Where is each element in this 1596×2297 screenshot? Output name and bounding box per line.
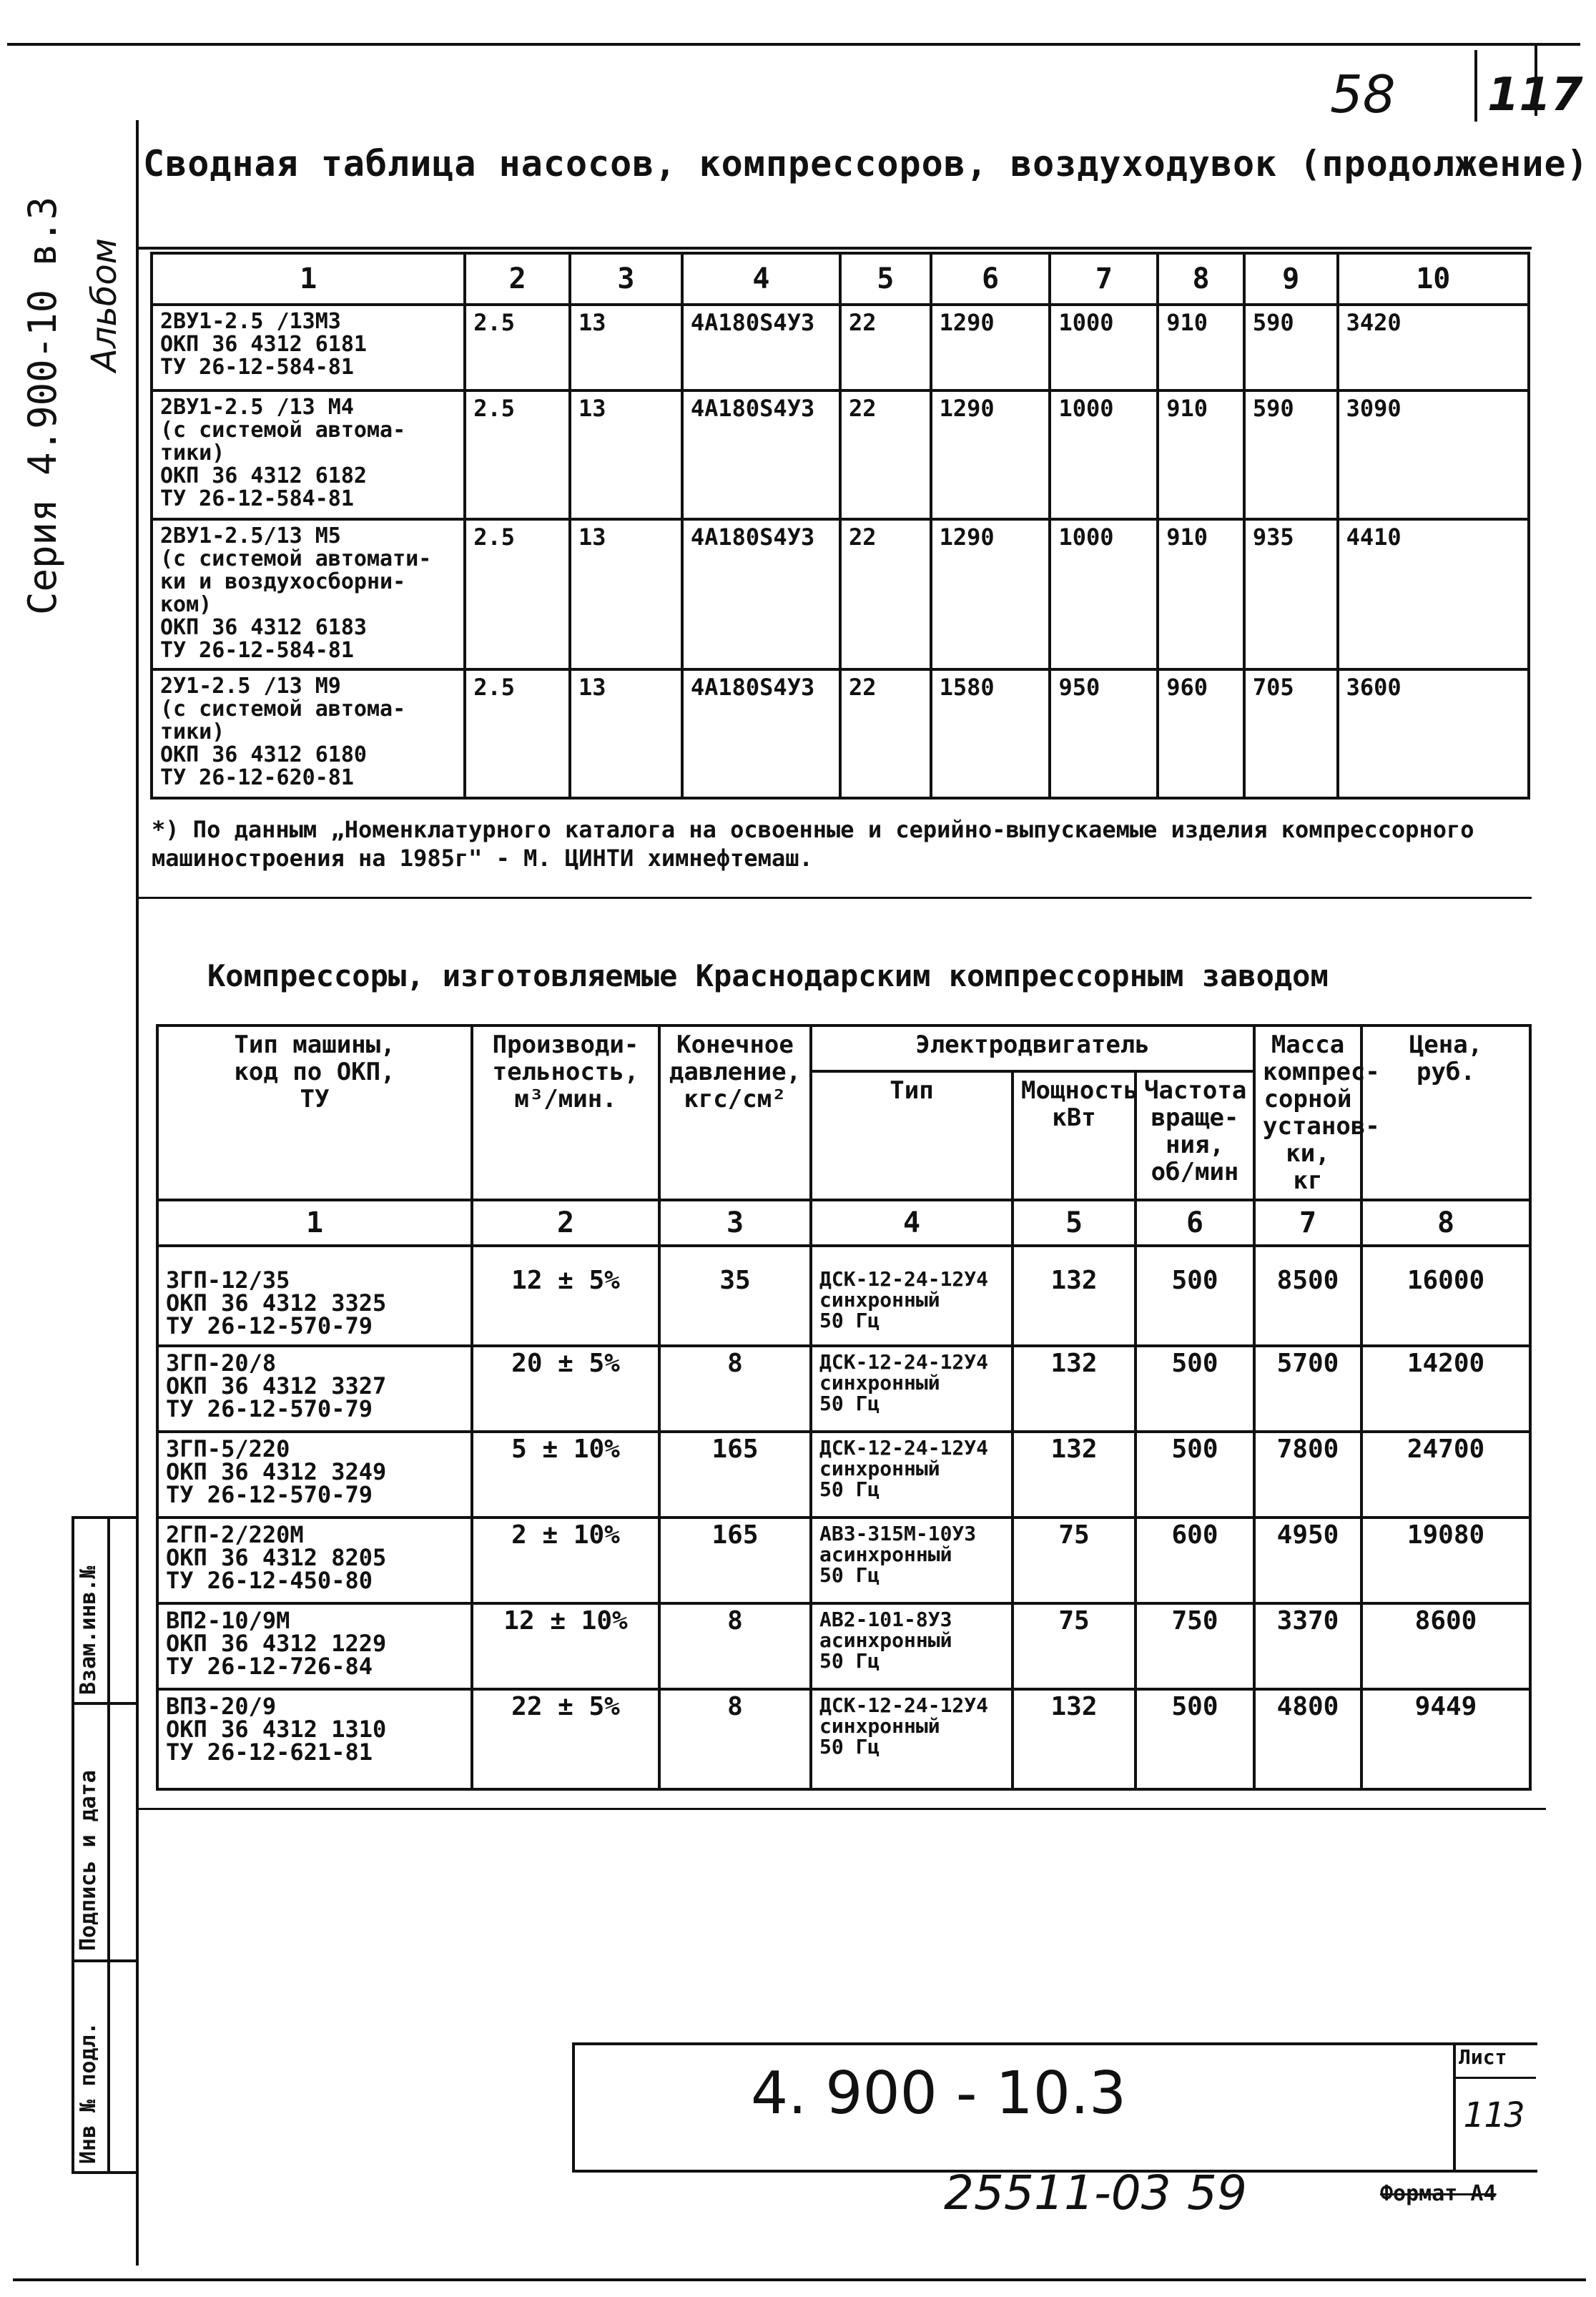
table1-col-9: 9 <box>1244 253 1338 305</box>
table1-cell: 910 <box>1158 305 1244 390</box>
compressor-name: 2ГП-2/220М ОКП 36 4312 8205 ТУ 26-12-450-80 <box>157 1518 472 1603</box>
table2-index: 5 <box>1013 1200 1136 1246</box>
order-page: 59 <box>1187 2165 1247 2220</box>
table1-cell: 705 <box>1244 669 1338 798</box>
stamp-vzam: Взам.инв.№ <box>76 1565 101 1695</box>
table-row <box>152 519 1529 669</box>
motor-power: 132 <box>1013 1246 1136 1346</box>
header-motor-power: Мощность кВт <box>1013 1071 1136 1200</box>
compressors-table <box>156 1024 1532 1791</box>
table1-header-row <box>152 253 1529 305</box>
motor-type: ДСК-12-24-12У4 синхронный 50 Гц <box>811 1346 1013 1432</box>
table1-col-6: 6 <box>931 253 1050 305</box>
compressor-name: 3ГП-12/35 ОКП 36 4312 3325 ТУ 26-12-570-79 <box>157 1246 472 1346</box>
price: 14200 <box>1361 1346 1530 1432</box>
mass: 3370 <box>1254 1603 1361 1689</box>
album-vertical-label: Альбом <box>84 238 124 372</box>
table1-cell: 3420 <box>1338 305 1529 390</box>
table1-cell: 22 <box>840 669 931 798</box>
motor-frequency: 500 <box>1136 1346 1254 1432</box>
table1-cell: 13 <box>570 669 682 798</box>
series-vertical-label: Серия 4.900-10 в.3 <box>20 196 65 615</box>
price: 9449 <box>1361 1689 1530 1789</box>
table1-cell: 2ВУ1-2.5 /13М3 ОКП 36 4312 6181 ТУ 26-12-584-81 <box>152 305 465 390</box>
table2-index: 1 <box>157 1200 472 1246</box>
header-price: Цена, руб. <box>1361 1025 1530 1200</box>
document-code: 4. 900 - 10.3 <box>751 2060 1127 2128</box>
table1-cell: 910 <box>1158 519 1244 669</box>
table1-cell: 1580 <box>931 669 1050 798</box>
table-row <box>157 1603 1530 1689</box>
table1-cell: 1000 <box>1050 390 1158 519</box>
table-row <box>157 1346 1530 1432</box>
order-number: 25511-03 <box>944 2165 1171 2220</box>
table1-col-2: 2 <box>465 253 570 305</box>
sheet-number: 113 <box>1463 2095 1525 2135</box>
table2-index: 4 <box>811 1200 1013 1246</box>
productivity: 22 ± 5% <box>472 1689 659 1789</box>
header-final-pressure: Конечное давление, кгс/см² <box>659 1025 811 1200</box>
table-row <box>157 1518 1530 1603</box>
header-electric-motor: Электродвигатель <box>811 1025 1254 1071</box>
motor-type: ДСК-12-24-12У4 синхронный 50 Гц <box>811 1689 1013 1789</box>
mass: 8500 <box>1254 1246 1361 1346</box>
table1-cell: 950 <box>1050 669 1158 798</box>
motor-type: ДСК-12-24-12У4 синхронный 50 Гц <box>811 1432 1013 1518</box>
table1-cell: 2.5 <box>465 669 570 798</box>
table1-cell: 22 <box>840 305 931 390</box>
table-row <box>157 1432 1530 1518</box>
stamp-podpis: Подпись и дата <box>76 1770 101 1951</box>
table1-cell: 1000 <box>1050 305 1158 390</box>
table1-cell: 1000 <box>1050 519 1158 669</box>
table1-col-5: 5 <box>840 253 931 305</box>
motor-power: 132 <box>1013 1689 1136 1789</box>
table1-cell: 2ВУ1-2.5 /13 М4 (с системой автома- тики) ОКП 36 4312 6182 ТУ 26-12-584-81 <box>152 390 465 519</box>
table2-index: 3 <box>659 1200 811 1246</box>
pressure: 8 <box>659 1346 811 1432</box>
table2-index: 8 <box>1361 1200 1530 1246</box>
productivity: 20 ± 5% <box>472 1346 659 1432</box>
table1-cell: 3090 <box>1338 390 1529 519</box>
table2-index: 7 <box>1254 1200 1361 1246</box>
table-row <box>152 669 1529 798</box>
table1-col-1: 1 <box>152 253 465 305</box>
table1-cell: 910 <box>1158 390 1244 519</box>
productivity: 5 ± 10% <box>472 1432 659 1518</box>
table1-cell: 935 <box>1244 519 1338 669</box>
price: 24700 <box>1361 1432 1530 1518</box>
table1-cell: 1290 <box>931 519 1050 669</box>
table2-index-row <box>157 1200 1530 1246</box>
table1-cell: 4А180S4У3 <box>682 390 840 519</box>
table1-cell: 590 <box>1244 390 1338 519</box>
table1-cell: 1290 <box>931 390 1050 519</box>
pressure: 8 <box>659 1603 811 1689</box>
table1-col-7: 7 <box>1050 253 1158 305</box>
table1-cell: 2ВУ1-2.5/13 М5 (с системой автомати- ки и воздухосборни- ком) ОКП 36 4312 6183 ТУ 26-12-584-81 <box>152 519 465 669</box>
compressor-name: ВП3-20/9 ОКП 36 4312 1310 ТУ 26-12-621-81 <box>157 1689 472 1789</box>
price: 19080 <box>1361 1518 1530 1603</box>
motor-power: 132 <box>1013 1432 1136 1518</box>
motor-type: ДСК-12-24-12У4 синхронный 50 Гц <box>811 1246 1013 1346</box>
stamp-inv-podl: Инв № подл. <box>76 2022 101 2164</box>
table1-cell: 2У1-2.5 /13 М9 (с системой автома- тики) ОКП 36 4312 6180 ТУ 26-12-620-81 <box>152 669 465 798</box>
table1-cell: 4А180S4У3 <box>682 669 840 798</box>
table-row <box>157 1689 1530 1789</box>
pressure: 165 <box>659 1518 811 1603</box>
motor-power: 132 <box>1013 1346 1136 1432</box>
table1-cell: 2.5 <box>465 305 570 390</box>
table1-cell: 4410 <box>1338 519 1529 669</box>
table1-cell: 1290 <box>931 305 1050 390</box>
table1-cell: 13 <box>570 305 682 390</box>
productivity: 12 ± 5% <box>472 1246 659 1346</box>
motor-power: 75 <box>1013 1603 1136 1689</box>
compressor-name: 3ГП-20/8 ОКП 36 4312 3327 ТУ 26-12-570-79 <box>157 1346 472 1432</box>
table1-cell: 2.5 <box>465 519 570 669</box>
table1-cell: 960 <box>1158 669 1244 798</box>
header-machine-type: Тип машины, код по ОКП, ТУ <box>157 1025 472 1200</box>
motor-frequency: 750 <box>1136 1603 1254 1689</box>
table1-col-10: 10 <box>1338 253 1529 305</box>
header-motor-frequency: Частота враще- ния, об/мин <box>1136 1071 1254 1200</box>
table1-cell: 2.5 <box>465 390 570 519</box>
header-mass: Масса компрес- сорной установ- ки, кг <box>1254 1025 1361 1200</box>
pressure: 35 <box>659 1246 811 1346</box>
table2-index: 2 <box>472 1200 659 1246</box>
table-row <box>152 390 1529 519</box>
motor-type: АВ2-101-8У3 асинхронный 50 Гц <box>811 1603 1013 1689</box>
motor-frequency: 500 <box>1136 1432 1254 1518</box>
table1-col-4: 4 <box>682 253 840 305</box>
mass: 4950 <box>1254 1518 1361 1603</box>
table2-header-row <box>157 1025 1530 1071</box>
table-row <box>157 1246 1530 1346</box>
price: 16000 <box>1361 1246 1530 1346</box>
pressure: 165 <box>659 1432 811 1518</box>
table1-cell: 22 <box>840 390 931 519</box>
sheet-label: Лист <box>1459 2045 1507 2069</box>
page-number-corner: 117 <box>1487 69 1583 122</box>
motor-frequency: 500 <box>1136 1689 1254 1789</box>
table1-col-8: 8 <box>1158 253 1244 305</box>
table1-cell: 3600 <box>1338 669 1529 798</box>
table1-footnote: *) По данным „Номенклатурного каталога на освоенные и серийно-выпускаемые изделия компрессорного машиностроения на 1985г" - М. ЦИНТИ химнефтемаш. <box>152 816 1474 872</box>
table1-cell: 4А180S4У3 <box>682 519 840 669</box>
mass: 5700 <box>1254 1346 1361 1432</box>
motor-frequency: 500 <box>1136 1246 1254 1346</box>
table1-cell: 13 <box>570 519 682 669</box>
table1-cell: 22 <box>840 519 931 669</box>
mass: 4800 <box>1254 1689 1361 1789</box>
table2-title: Компрессоры, изготовляемые Краснодарским компрессорным заводом <box>207 958 1329 993</box>
motor-type: АВ3-315М-10У3 асинхронный 50 Гц <box>811 1518 1013 1603</box>
summary-table <box>150 252 1530 800</box>
productivity: 2 ± 10% <box>472 1518 659 1603</box>
table1-cell: 13 <box>570 390 682 519</box>
pressure: 8 <box>659 1689 811 1789</box>
page-number-handwritten: 58 <box>1330 64 1396 124</box>
table1-col-3: 3 <box>570 253 682 305</box>
mass: 7800 <box>1254 1432 1361 1518</box>
table1-cell: 590 <box>1244 305 1338 390</box>
productivity: 12 ± 10% <box>472 1603 659 1689</box>
motor-power: 75 <box>1013 1518 1136 1603</box>
compressor-name: ВП2-10/9М ОКП 36 4312 1229 ТУ 26-12-726-84 <box>157 1603 472 1689</box>
price: 8600 <box>1361 1603 1530 1689</box>
compressor-name: 3ГП-5/220 ОКП 36 4312 3249 ТУ 26-12-570-79 <box>157 1432 472 1518</box>
motor-frequency: 600 <box>1136 1518 1254 1603</box>
table1-title: Сводная таблица насосов, компрессоров, воздуходувок (продолжение) <box>143 143 1589 185</box>
table2-index: 6 <box>1136 1200 1254 1246</box>
table-row <box>152 305 1529 390</box>
header-motor-type: Тип <box>811 1071 1013 1200</box>
table1-cell: 4А180S4У3 <box>682 305 840 390</box>
format-label: Формат А4 <box>1380 2181 1497 2206</box>
header-productivity: Производи- тельность, м³/мин. <box>472 1025 659 1200</box>
